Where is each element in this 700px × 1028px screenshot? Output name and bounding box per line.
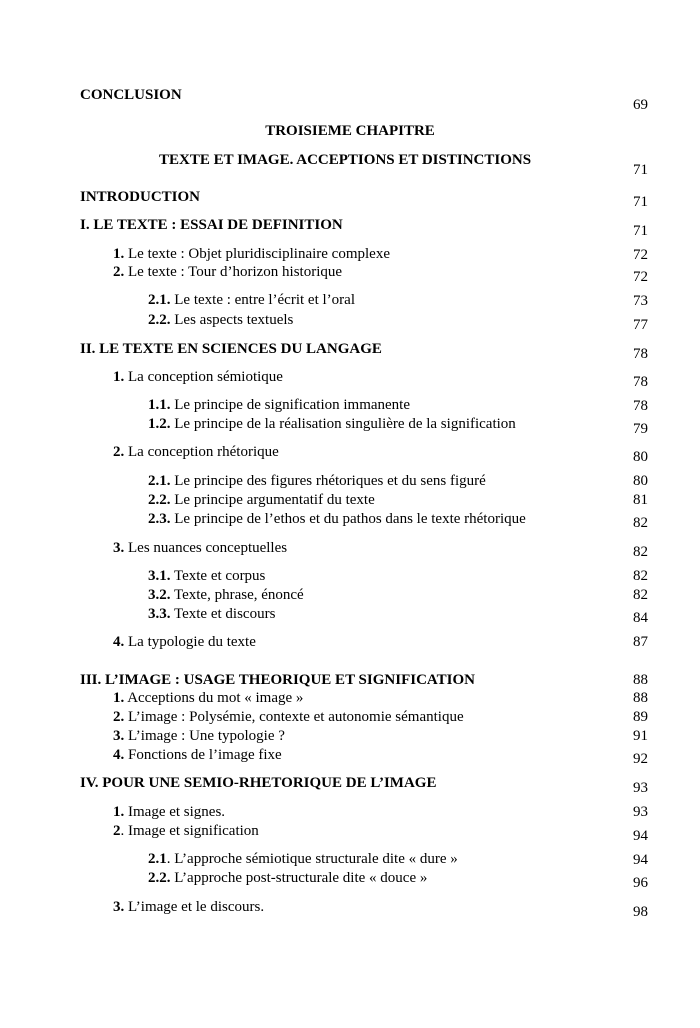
- toc-entry-page: 89: [633, 709, 648, 725]
- part3-page: 88: [633, 672, 648, 688]
- toc-entry: 3.2. Texte, phrase, énoncé: [148, 587, 304, 603]
- toc-entry: 2.1. L’approche sémiotique structurale dite « dure »: [148, 851, 458, 867]
- toc-entry-page: 91: [633, 728, 648, 744]
- toc-entry-page: 78: [633, 374, 648, 390]
- chapter-page: 71: [633, 162, 648, 178]
- toc-entry-page: 82: [633, 587, 648, 603]
- toc-entry-page: 82: [633, 568, 648, 584]
- toc-entry: 3. Les nuances conceptuelles: [113, 540, 288, 556]
- part2-title: II. LE TEXTE EN SCIENCES DU LANGAGE: [80, 341, 382, 357]
- toc-entry-page: 80: [633, 473, 648, 489]
- part4-page: 93: [633, 780, 648, 796]
- toc-conclusion-page: 69: [633, 97, 648, 113]
- toc-entry-page: 78: [633, 398, 648, 414]
- toc-entry-page: 73: [633, 293, 648, 309]
- toc-entry-page: 81: [633, 492, 648, 508]
- chapter-title: TROISIEME CHAPITRE: [265, 123, 435, 139]
- toc-entry: 1. La conception sémiotique: [113, 369, 283, 385]
- toc-entry: 3. L’image : Une typologie ?: [113, 728, 285, 744]
- toc-entry-page: 72: [633, 269, 648, 285]
- toc-entry: 1. Le texte : Objet pluridisciplinaire complexe: [113, 246, 390, 262]
- part3-title: III. L’IMAGE : USAGE THEORIQUE ET SIGNIFICATION: [80, 672, 475, 688]
- toc-entry: 4. Fonctions de l’image fixe: [113, 747, 282, 763]
- toc-entry-page: 93: [633, 804, 648, 820]
- toc-entry: 2.3. Le principe de l’ethos et du pathos dans le texte rhétorique: [148, 511, 526, 527]
- toc-entry: 2.2. Le principe argumentatif du texte: [148, 492, 375, 508]
- toc-entry: 2. L’image : Polysémie, contexte et autonomie sémantique: [113, 709, 464, 725]
- toc-entry-page: 94: [633, 852, 648, 868]
- part1-title: I. LE TEXTE : ESSAI DE DEFINITION: [80, 217, 343, 233]
- toc-entry: 1.2. Le principe de la réalisation singulière de la signification: [148, 416, 516, 432]
- toc-conclusion-label: CONCLUSION: [80, 87, 182, 103]
- toc-entry: 2. La conception rhétorique: [113, 444, 279, 460]
- part1-page: 71: [633, 223, 648, 239]
- toc-entry-page: 80: [633, 449, 648, 465]
- toc-entry-page: 82: [633, 515, 648, 531]
- toc-entry-page: 88: [633, 690, 648, 706]
- toc-entry: 2.2. L’approche post-structurale dite « douce »: [148, 870, 428, 886]
- toc-introduction-label: INTRODUCTION: [80, 189, 201, 205]
- toc-entry: 2. Le texte : Tour d’horizon historique: [113, 264, 343, 280]
- toc-entry: 2.1. Le texte : entre l’écrit et l’oral: [148, 292, 355, 308]
- toc-entry-page: 79: [633, 421, 648, 437]
- toc-entry-page: 84: [633, 610, 648, 626]
- toc-entry-page: 92: [633, 751, 648, 767]
- toc-entry: 2. Image et signification: [113, 823, 259, 839]
- toc-entry: 3.3. Texte et discours: [148, 606, 276, 622]
- toc-entry-page: 82: [633, 544, 648, 560]
- toc-entry: 2.1. Le principe des figures rhétoriques et du sens figuré: [148, 473, 486, 489]
- toc-entry-page: 72: [633, 247, 648, 263]
- toc-entry-page: 94: [633, 828, 648, 844]
- toc-entry: 2.2. Les aspects textuels: [148, 312, 294, 328]
- toc-entry: 1. Acceptions du mot « image »: [113, 690, 304, 706]
- toc-entry: 1. Image et signes.: [113, 804, 226, 820]
- toc-entry: 3.1. Texte et corpus: [148, 568, 266, 584]
- toc-entry-page: 96: [633, 875, 648, 891]
- toc-entry: 1.1. Le principe de signification immanente: [148, 397, 411, 413]
- part4-title: IV. POUR UNE SEMIO-RHETORIQUE DE L’IMAGE: [80, 775, 437, 791]
- toc-entry-page: 98: [633, 904, 648, 920]
- part2-page: 78: [633, 346, 648, 362]
- toc-entry-page: 87: [633, 634, 648, 650]
- chapter-subtitle: TEXTE ET IMAGE. ACCEPTIONS ET DISTINCTIONS: [159, 152, 532, 168]
- toc-entry: 3. L’image et le discours.: [113, 899, 265, 915]
- toc-entry: 4. La typologie du texte: [113, 634, 256, 650]
- toc-introduction-page: 71: [633, 194, 648, 210]
- toc-entry-page: 77: [633, 317, 648, 333]
